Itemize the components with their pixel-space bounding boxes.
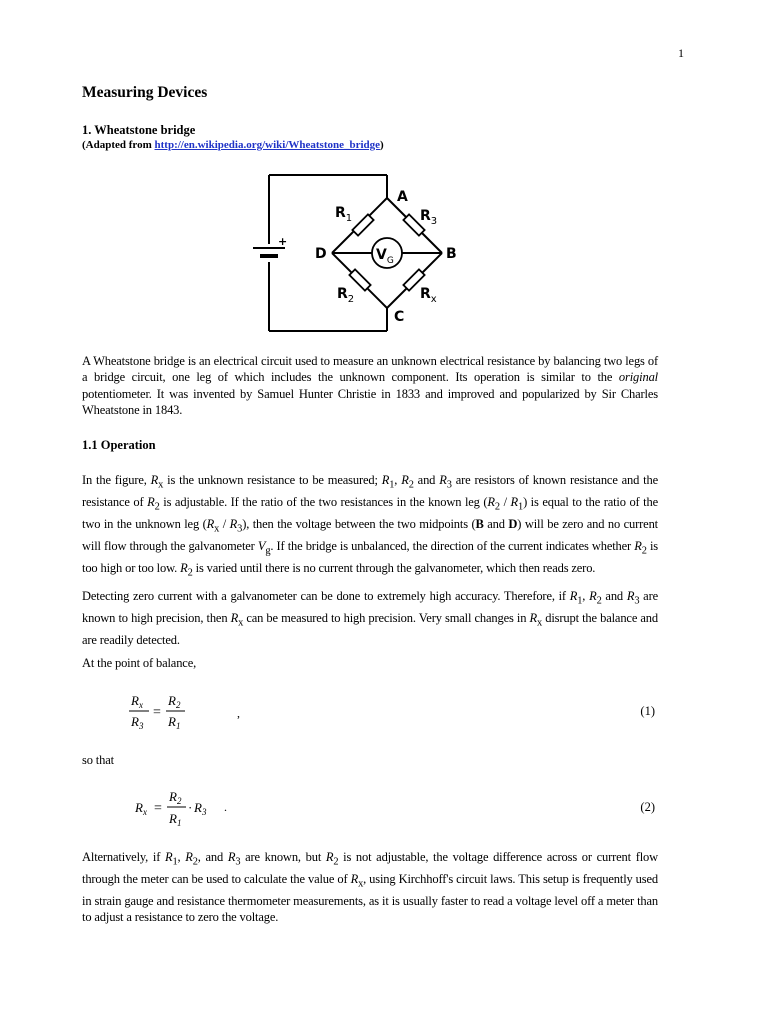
equation-2-number: (2): [640, 800, 655, 814]
op-bold: B: [475, 516, 484, 531]
wheatstone-bridge-figure: [245, 168, 475, 338]
detect-text: and: [601, 589, 627, 603]
eq2-num-sub: 2: [176, 796, 182, 806]
op-var: R: [487, 494, 495, 509]
section-heading-operation: 1.1 Operation: [82, 438, 156, 452]
detect-text: Detecting zero current with a galvanometer can be done to extremely high accuracy. Therefore, if: [82, 589, 570, 603]
so-that-paragraph: so that: [82, 753, 114, 767]
op-bold: D: [508, 516, 518, 531]
eq2-mult-var: R: [194, 800, 202, 815]
section-heading-wheatstone: 1. Wheatstone bridge: [82, 123, 196, 137]
op-text: is too high or too low.: [82, 538, 658, 575]
resistor-r1: [352, 214, 373, 235]
op-text: . If the bridge is unbalanced, the direction of the current indicates whether: [270, 538, 635, 553]
label-r3-sub: 3: [430, 216, 438, 227]
label-r3: [420, 208, 437, 227]
op-var: R: [206, 516, 215, 531]
eq1-rhs-den-var: R: [168, 714, 176, 729]
eq2-lhs-sub: x: [142, 807, 147, 817]
detect-sub: 3: [634, 595, 640, 607]
operation-paragraph: [82, 472, 658, 582]
op-text: ,: [394, 473, 402, 487]
label-r2-main: R: [337, 286, 348, 302]
detect-text: can be measured to high precision. Very small changes in: [243, 610, 530, 625]
op-var: R: [229, 516, 238, 531]
op-text: and: [413, 473, 440, 487]
op-sub: 2: [408, 479, 414, 491]
detect-sub: 1: [577, 595, 583, 607]
op-sub: 2: [154, 501, 160, 513]
op-var: R: [180, 560, 188, 575]
op-sub: x: [214, 523, 220, 535]
label-r2-sub: 2: [347, 294, 355, 305]
alt-text: ,: [177, 850, 186, 864]
node-label-d: D: [315, 246, 327, 262]
detect-sub: x: [537, 617, 543, 629]
op-var: R: [147, 494, 155, 509]
alt-sub: 3: [235, 856, 241, 868]
alt-var: R: [185, 850, 193, 864]
eq2-mult-sub: 3: [201, 807, 207, 817]
meter-label-sub: G: [386, 256, 394, 266]
eq2-den: [168, 811, 181, 828]
equation-1-formula: [125, 690, 245, 736]
meter-label-main: V: [376, 247, 387, 263]
detect-sub: 2: [596, 595, 602, 607]
eq2-den-sub: 1: [176, 818, 182, 828]
alt-var: R: [325, 850, 334, 864]
alt-var: R: [164, 850, 173, 864]
detect-sub: x: [238, 617, 244, 629]
op-text: /: [219, 516, 230, 531]
op-var: R: [381, 473, 390, 487]
op-text: are resistors of known resistance and the resistance of: [82, 473, 658, 509]
source-prefix: (Adapted from: [82, 139, 155, 151]
equation-1-number: (1): [640, 704, 655, 718]
document-title: Measuring Devices: [82, 84, 208, 101]
op-sub: 1: [389, 479, 395, 491]
eq2-num-var: R: [169, 789, 177, 804]
alt-sub: 2: [192, 856, 198, 868]
detect-var: R: [230, 610, 239, 625]
op-var: R: [439, 473, 447, 487]
label-r1-sub: 1: [345, 213, 353, 224]
op-sub: 2: [641, 545, 647, 557]
source-citation: [82, 139, 384, 151]
alt-sub: 1: [172, 856, 178, 868]
source-suffix: ): [380, 139, 384, 151]
eq1-lhs-num: [130, 693, 143, 710]
eq2-equals: =: [154, 801, 162, 816]
node-label-b: B: [446, 246, 457, 262]
op-sub: 2: [494, 501, 500, 513]
eq1-rhs-num-sub: 2: [175, 700, 181, 710]
page-number: 1: [678, 46, 684, 60]
label-rx-main: R: [420, 286, 431, 302]
detect-text: are known to high precision, then: [82, 589, 658, 625]
op-text: ), then the voltage between the two midpoints (: [242, 516, 476, 531]
op-text: In the figure,: [82, 473, 151, 487]
source-link[interactable]: http://en.wikipedia.org/wiki/Wheatstone_bridge: [154, 139, 381, 151]
op-sub: 3: [446, 479, 452, 491]
detect-text: ,: [582, 589, 590, 603]
eq2-trailing-period: .: [224, 800, 227, 814]
op-sub: x: [158, 479, 164, 491]
op-var: R: [401, 473, 409, 487]
eq1-rhs-num: [167, 693, 181, 710]
label-r2: [337, 286, 354, 305]
op-text: is adjustable. If the ratio of the two resistances in the known leg (: [159, 494, 488, 509]
op-text: ) is equal to the ratio of the two in the unknown leg (: [82, 494, 658, 531]
alt-text: are known, but: [240, 850, 326, 864]
intro-italic: original: [618, 370, 658, 385]
op-var: R: [150, 473, 159, 487]
resistor-r2: [349, 269, 370, 290]
detect-var: R: [569, 589, 578, 603]
eq1-lhs-num-var: R: [131, 693, 139, 708]
label-r1-main: R: [335, 205, 346, 221]
op-sub: 2: [187, 567, 193, 579]
alt-sub: x: [358, 878, 364, 890]
detect-var: R: [626, 589, 635, 603]
alternative-paragraph: [82, 849, 658, 926]
op-sub: 1: [518, 501, 524, 513]
eq1-rhs-num-var: R: [168, 693, 176, 708]
eq1-rhs-den-sub: 1: [175, 721, 181, 731]
detect-text: disrupt the balance and are readily detected.: [82, 610, 658, 647]
op-text: and: [483, 516, 509, 531]
label-r3-main: R: [420, 208, 431, 224]
op-var: R: [634, 538, 642, 553]
op-text: is the unknown resistance to be measured;: [163, 473, 382, 487]
eq1-equals: =: [153, 705, 161, 720]
op-var: V: [257, 538, 266, 553]
op-sub: 3: [237, 523, 243, 535]
alt-text: , using Kirchhoff's circuit laws. This setup is frequently used in strain gauge and resistance thermometer measurements, as it is usually faster to read a voltage level off a meter than to adjust a resistance to zero the voltage.: [82, 871, 658, 925]
battery-plus-label: +: [278, 235, 288, 248]
label-r1: [335, 205, 352, 224]
balance-paragraph: At the point of balance,: [82, 656, 197, 670]
label-rx-sub: x: [430, 294, 437, 305]
equation-1: [125, 690, 665, 736]
alt-text: , and: [197, 850, 228, 864]
alt-text: is not adjustable, the voltage difference across or current flow through the meter can be used to calculate the value of: [82, 850, 659, 886]
eq2-mult: [193, 800, 207, 817]
intro-text-1: A Wheatstone bridge is an electrical circuit used to measure an unknown electrical resistance by balancing two legs of a bridge circuit, one leg of which includes the unknown component. Its operation is similar to the: [82, 354, 658, 385]
intro-paragraph: [82, 353, 658, 419]
eq1-lhs-num-sub: x: [138, 700, 143, 710]
label-rx: [420, 286, 437, 305]
eq2-den-var: R: [169, 811, 177, 826]
eq1-rhs-den: [167, 714, 180, 731]
detection-paragraph: [82, 588, 658, 648]
alt-sub: 2: [333, 856, 339, 868]
equation-2: [125, 786, 665, 832]
eq2-lhs-var: R: [135, 800, 143, 815]
node-label-a: A: [397, 189, 408, 205]
equation-2-formula: [125, 786, 245, 832]
eq2-dot: ·: [188, 800, 193, 815]
alt-var: R: [227, 850, 236, 864]
alt-var: R: [350, 871, 359, 886]
op-text: ) will be zero and no current will flow through the galvanometer: [82, 516, 658, 553]
detect-var: R: [529, 610, 537, 625]
intro-text-2: potentiometer. It was invented by Samuel Hunter Christie in 1833 and improved and popularized by Sir Charles Wheatstone in 1843.: [82, 386, 658, 418]
op-sub: g: [265, 545, 271, 557]
eq2-num: [168, 789, 182, 806]
alt-text: Alternatively, if: [82, 850, 165, 864]
eq2-lhs: [134, 800, 147, 817]
eq1-lhs-den-var: R: [131, 714, 139, 729]
eq1-lhs-den: [130, 714, 144, 731]
eq1-lhs-den-sub: 3: [138, 721, 144, 731]
eq1-trailing-comma: ,: [237, 706, 240, 720]
detect-var: R: [589, 589, 597, 603]
node-label-c: C: [394, 309, 405, 325]
op-var: R: [510, 494, 518, 509]
op-text: /: [499, 494, 511, 509]
op-text: is varied until there is no current through the galvanometer, which then reads zero.: [192, 560, 596, 575]
